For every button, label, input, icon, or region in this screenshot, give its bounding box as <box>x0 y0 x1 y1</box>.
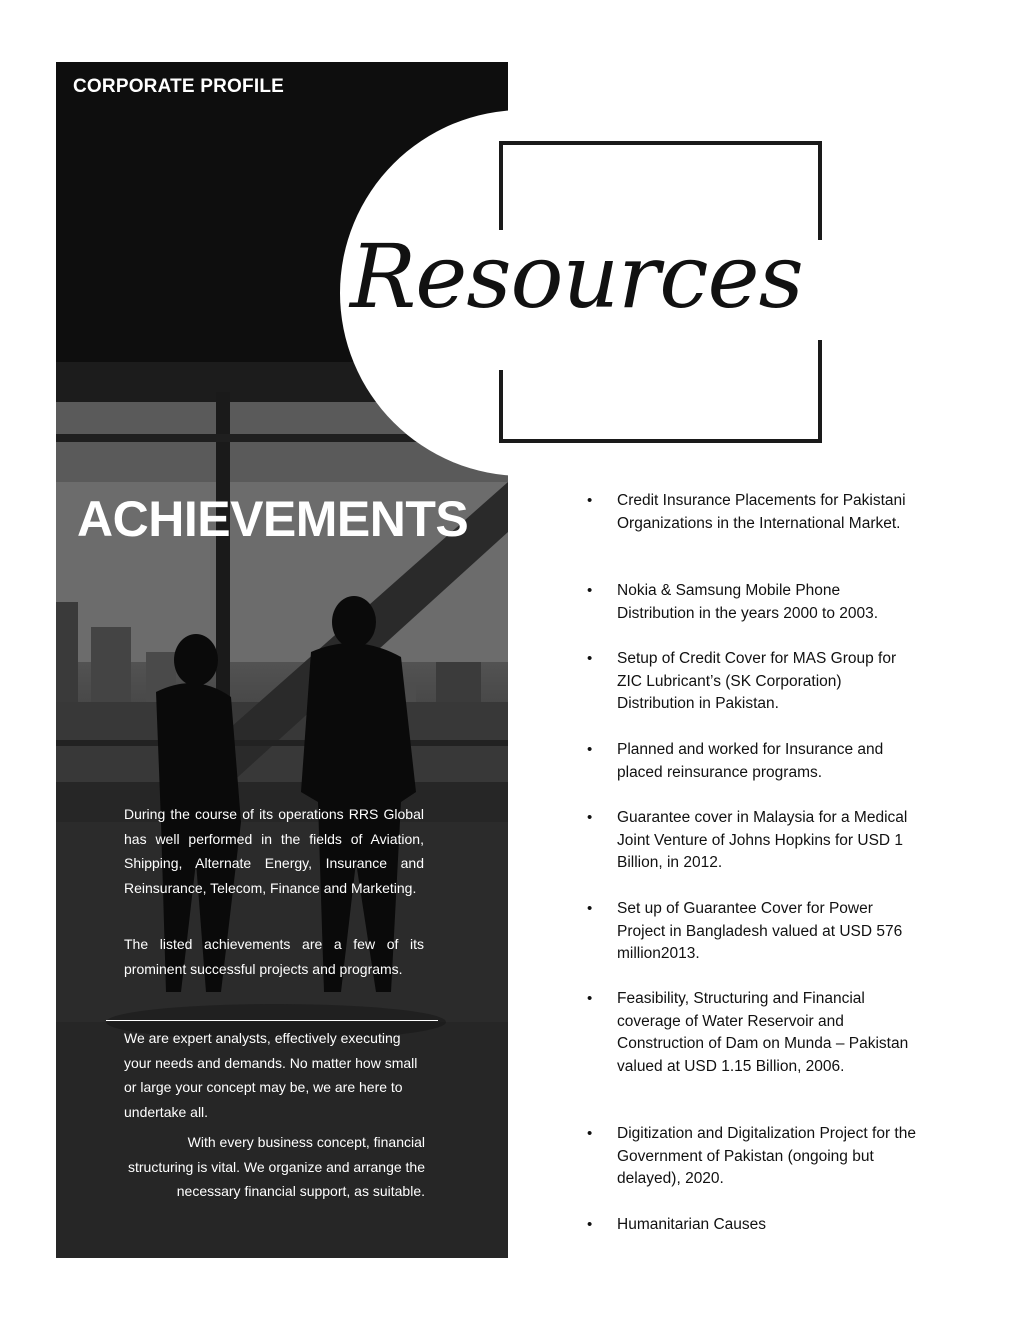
bullet-icon: • <box>587 1216 593 1233</box>
list-item-text: Nokia & Samsung Mobile Phone Distribution in the years 2000 to 2003. <box>617 582 879 622</box>
bullet-icon: • <box>587 809 593 826</box>
bullet-icon: • <box>587 582 593 599</box>
intro-paragraph-2: The listed achievements are a few of its prominent successful projects and programs. <box>124 936 424 977</box>
bullet-icon: • <box>587 1125 593 1142</box>
list-item-text: Setup of Credit Cover for MAS Group for ZIC Lubricant’s (SK Corporation) Distribution in Pakistan. <box>617 650 897 712</box>
resources-logo-text: Resources <box>350 225 803 328</box>
list-item-text: Feasibility, Structuring and Financial coverage of Water Reservoir and Construction of Dam on Munda – Pakistan valued at USD 1.15 Billion, 2006. <box>617 990 909 1075</box>
list-item-text: Digitization and Digitalization Project for the Government of Pakistan (ongoing but delayed), 2020. <box>617 1125 916 1187</box>
intro-paragraph-3: We are expert analysts, effectively executing your needs and demands. No matter how small or large your concept may be, we are here to undertake all. <box>124 1030 418 1120</box>
intro-paragraph-1: During the course of its operations RRS Global has well performed in the fields of Aviation, Shipping, Alternate Energy, Insurance and Reinsurance, Telecom, Finance and Marketing. <box>124 806 424 896</box>
achievements-title: ACHIEVEMENTS <box>77 491 469 547</box>
bullet-icon: • <box>587 741 593 758</box>
divider <box>106 1020 438 1021</box>
bullet-icon: • <box>587 900 593 917</box>
logo-frame-gap-right <box>816 240 826 340</box>
intro-paragraph-4: With every business concept, financial structuring is vital. We organize and arrange the necessary financial support, as suitable. <box>127 1134 425 1199</box>
list-item-text: Guarantee cover in Malaysia for a Medical Joint Venture of Johns Hopkins for USD 1 Billion, in 2012. <box>617 809 908 871</box>
list-item-text: Humanitarian Causes <box>617 1216 767 1233</box>
list-item-text: Credit Insurance Placements for Pakistani Organizations in the International Market. <box>617 492 906 532</box>
list-item-text: Set up of Guarantee Cover for Power Project in Bangladesh valued at USD 576 million2013. <box>617 900 903 962</box>
bullet-icon: • <box>587 990 593 1007</box>
list-item-text: Planned and worked for Insurance and placed reinsurance programs. <box>617 741 884 781</box>
corporate-profile-label: CORPORATE PROFILE <box>73 76 284 97</box>
bullet-icon: • <box>587 492 593 509</box>
bullet-icon: • <box>587 650 593 667</box>
